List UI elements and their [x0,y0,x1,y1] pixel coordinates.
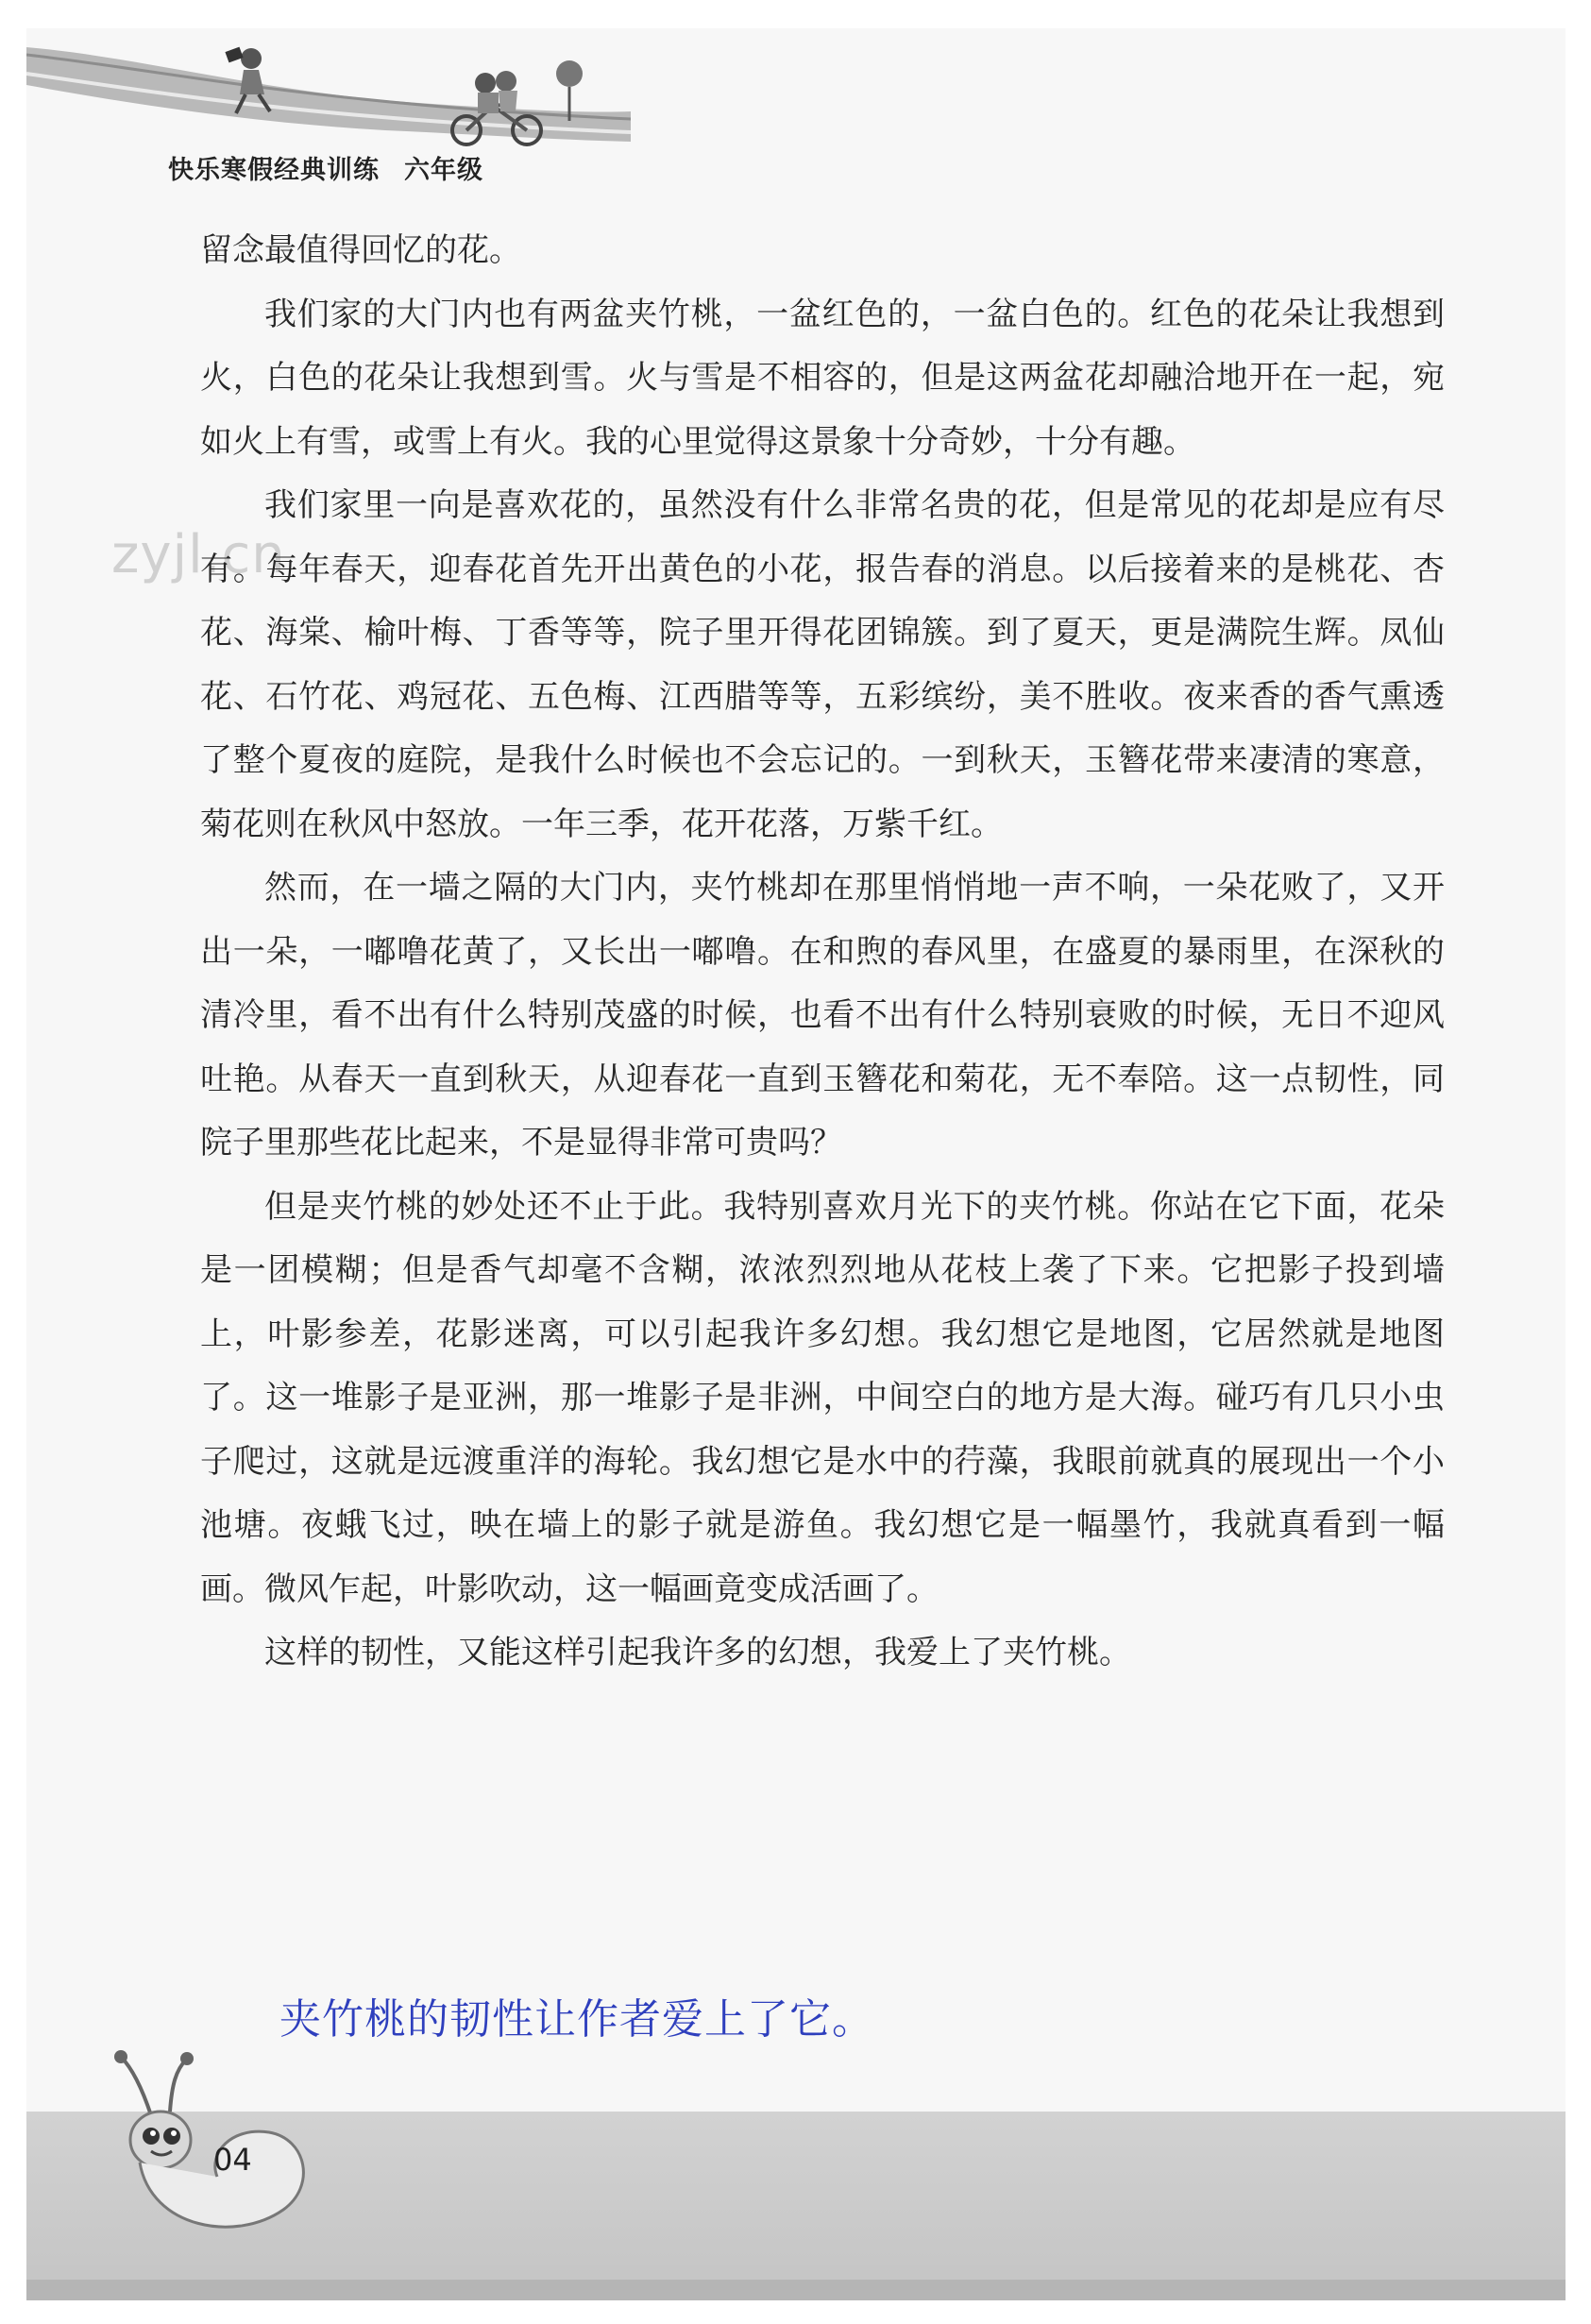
handwritten-answer: 夹竹桃的韧性让作者爱上了它。 [279,1995,874,2044]
paragraph: 留念最值得回忆的花。 [200,231,521,269]
header-illustration [26,28,631,161]
paragraph: 我们家里一向是喜欢花的，虽然没有什么非常名贵的花，但是常见的花却是应有尽有。每年春天，迎春花首先开出黄色的小花，报告春的消息。以后接着来的是桃花、杏花、海棠、榆叶梅、丁香等等，院子里开得花团锦簇。到了夏天，更是满院生辉。凤仙花、石竹花、鸡冠花、五色梅、江西腊等等，五彩缤纷，美不胜收。夜来香的香气熏透了整个夏夜的庭院，是我什么时候也不会忘记的。一到秋天，玉簪花带来凄清的寒意，菊花则在秋风中怒放。一年三季，花开花落，万紫千红。 [200,486,1445,843]
paragraph: 这样的韧性，又能这样引起我许多的幻想，我爱上了夹竹桃。 [264,1634,1131,1671]
paragraph: 我们家的大门内也有两盆夹竹桃，一盆红色的，一盆白色的。红色的花朵让我想到火，白色的花朵让我想到雪。火与雪是不相容的，但是这两盆花却融洽地开在一起，宛如火上有雪，或雪上有火。我的心里觉得这景象十分奇妙，十分有趣。 [200,295,1445,461]
book-title: 快乐寒假经典训练 [168,156,380,185]
paragraph: 然而，在一墙之隔的大门内，夹竹桃却在那里悄悄地一声不响，一朵花败了，又开出一朵，一嘟噜花黄了，又长出一嘟噜。在和煦的春风里，在盛夏的暴雨里，在深秋的清冷里，看不出有什么特别茂盛的时候，也看不出有什么特别衰败的时候，无日不迎风吐艳。从春天一直到秋天，从迎春花一直到玉簪花和菊花，无不奉陪。这一点韧性，同院子里那些花比起来，不是显得非常可贵吗？ [200,869,1445,1162]
article-body [200,219,1445,1686]
page-number: 04 [213,2142,252,2178]
watermark: zyjl.cn [111,524,286,585]
paragraph: 但是夹竹桃的妙处还不止于此。我特别喜欢月光下的夹竹桃。你站在它下面，花朵是一团模糊；但是香气却毫不含糊，浓浓烈烈地从花枝上袭了下来。它把影子投到墙上，叶影参差，花影迷离，可以引起我许多幻想。我幻想它是地图，它居然就是地图了。这一堆影子是亚洲，那一堆影子是非洲，中间空白的地方是大海。碰巧有几只小虫子爬过，这就是远渡重洋的海轮。我幻想它是水中的荇藻，我眼前就真的展现出一个小池塘。夜蛾飞过，映在墙上的影子就是游鱼。我幻想它是一幅墨竹，我就真看到一幅画。微风乍起，叶影吹动，这一幅画竟变成活画了。 [200,1187,1445,1608]
grade-label: 六年级 [404,156,483,185]
header-title [168,149,483,186]
